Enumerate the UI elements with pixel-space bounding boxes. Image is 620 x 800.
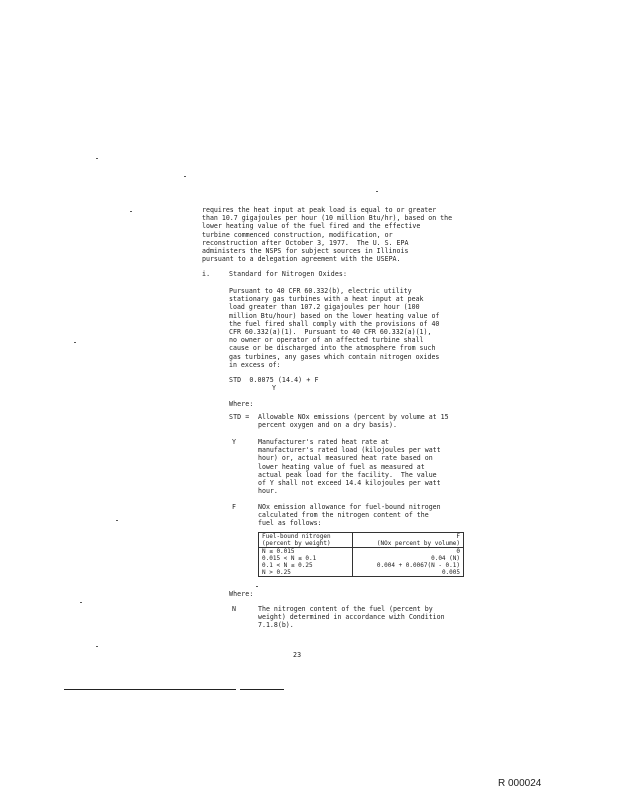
standard-line: no owner or operator of an affected turbine shall (229, 336, 424, 345)
scan-speck (376, 191, 378, 192)
table-cell: N ≤ 0.015 (259, 548, 353, 556)
standard-line: gas turbines, any gases which contain nitrogen oxides (229, 352, 440, 361)
definition-line: hour) or, actual measured heat rate based on (258, 454, 433, 463)
where-label: Where: (229, 590, 254, 598)
footer-rule (64, 689, 236, 690)
table-cell: 0.04 (N) (431, 555, 460, 562)
definition-text (258, 438, 441, 495)
table-cell: N > 0.25 (259, 569, 353, 577)
table-row (259, 562, 464, 569)
table-row (259, 569, 464, 577)
scan-speck (184, 176, 186, 177)
definition-line: manufacturer's rated load (kilojoules per watt (258, 446, 441, 455)
intro-line: requires the heat input at peak load is equal to or greater (202, 206, 437, 214)
definition-line: actual peak load for the facility. The value (258, 470, 437, 479)
definition-line: weight) determined in accordance with Condition (258, 613, 445, 622)
definition-line: NOx emission allowance for fuel-bound nitrogen (258, 503, 441, 511)
intro-line: than 10.7 gigajoules per hour (10 million Btu/hr), based on the (202, 214, 453, 223)
where-label: Where: (229, 400, 254, 408)
definition-term: Y (232, 438, 237, 446)
table-cell: 0.1 < N ≤ 0.25 (259, 562, 353, 569)
table-row (259, 548, 464, 556)
definition-term: STD = (229, 413, 250, 421)
definition-line: hour. (258, 487, 278, 496)
intro-line: reconstruction after October 3, 1977. The U. S. EPA (202, 238, 409, 247)
table-header-cell (259, 533, 353, 548)
scan-speck (96, 646, 98, 647)
definition-line: Allowable NOx emissions (percent by volume at 15 (258, 413, 449, 421)
formula-denominator: Y (272, 384, 277, 392)
standard-line: load greater than 107.2 gigajoules per hour (100 (229, 303, 420, 312)
table-cell: 0.015 < N ≤ 0.1 (259, 555, 353, 562)
definition-line: The nitrogen content of the fuel (percent by (258, 605, 433, 613)
header-text: Fuel-bound nitrogen (262, 533, 331, 540)
definition-line: 7.1.8(b). (258, 621, 294, 630)
definition-line: of Y shall not exceed 14.4 kilojoules per watt (258, 479, 441, 488)
intro-line: administers the NSPS for subject sources in Illinois (202, 247, 409, 256)
scan-speck (130, 211, 132, 212)
scan-speck (256, 586, 258, 587)
scan-speck (116, 520, 118, 521)
scan-speck (74, 342, 76, 343)
definition-term: N (232, 605, 237, 613)
standard-line: in excess of: (229, 360, 281, 369)
scan-speck (80, 602, 82, 603)
definition-line: calculated from the nitrogen content of the (258, 511, 429, 520)
standard-line: cause or be discharged into the atmosphere from such (229, 344, 436, 353)
intro-line: turbine commenced construction, modification, or (202, 230, 393, 239)
definition-line: fuel as follows: (258, 519, 322, 528)
table-cell: 0 (456, 548, 460, 555)
standard-line: CFR 60.332(a)(1). Pursuant to 40 CFR 60.332(a)(1), (229, 328, 432, 337)
standard-line: million Btu/hour) based on the lower heating value of (229, 311, 440, 320)
header-text: (percent by weight) (262, 540, 331, 547)
header-text: (NOx percent by volume) (376, 540, 460, 547)
intro-paragraph (202, 206, 452, 263)
definition-line: lower heating value of fuel as measured at (258, 462, 425, 471)
table-header-row (259, 533, 464, 548)
standard-line: Pursuant to 40 CFR 60.332(b), electric utility (229, 287, 412, 295)
definition-line: Manufacturer's rated heat rate at (258, 438, 390, 446)
header-text: F (456, 533, 460, 540)
footer-rule (240, 689, 284, 690)
table-cell: 0.005 (441, 569, 460, 576)
standard-line: the fuel fired shall comply with the provisions of 40 (229, 319, 440, 328)
intro-line: pursuant to a delegation agreement with the USEPA. (202, 255, 401, 264)
definition-term: F (232, 503, 237, 511)
definition-text (258, 605, 445, 630)
table-cell: 0.004 + 0.0067(N - 0.1) (376, 562, 460, 569)
fuel-nitrogen-table (258, 532, 464, 577)
bates-number: R 000024 (498, 778, 542, 789)
standard-paragraph (229, 287, 439, 369)
page-number: 23 (293, 651, 302, 659)
definition-text (258, 413, 449, 429)
definition-text (258, 503, 441, 528)
formula: STD 0.0075 (14.4) + F (229, 376, 319, 384)
table-row (259, 555, 464, 562)
scan-speck (96, 158, 98, 159)
intro-line: lower heating value of the fuel fired and the effective (202, 222, 421, 231)
section-heading: Standard for Nitrogen Oxides: (229, 270, 348, 278)
standard-line: stationary gas turbines with a heat input at peak (229, 295, 424, 304)
section-number: i. (202, 270, 211, 278)
table-header-cell (352, 533, 463, 548)
definition-line: percent oxygen and on a dry basis). (258, 421, 397, 430)
